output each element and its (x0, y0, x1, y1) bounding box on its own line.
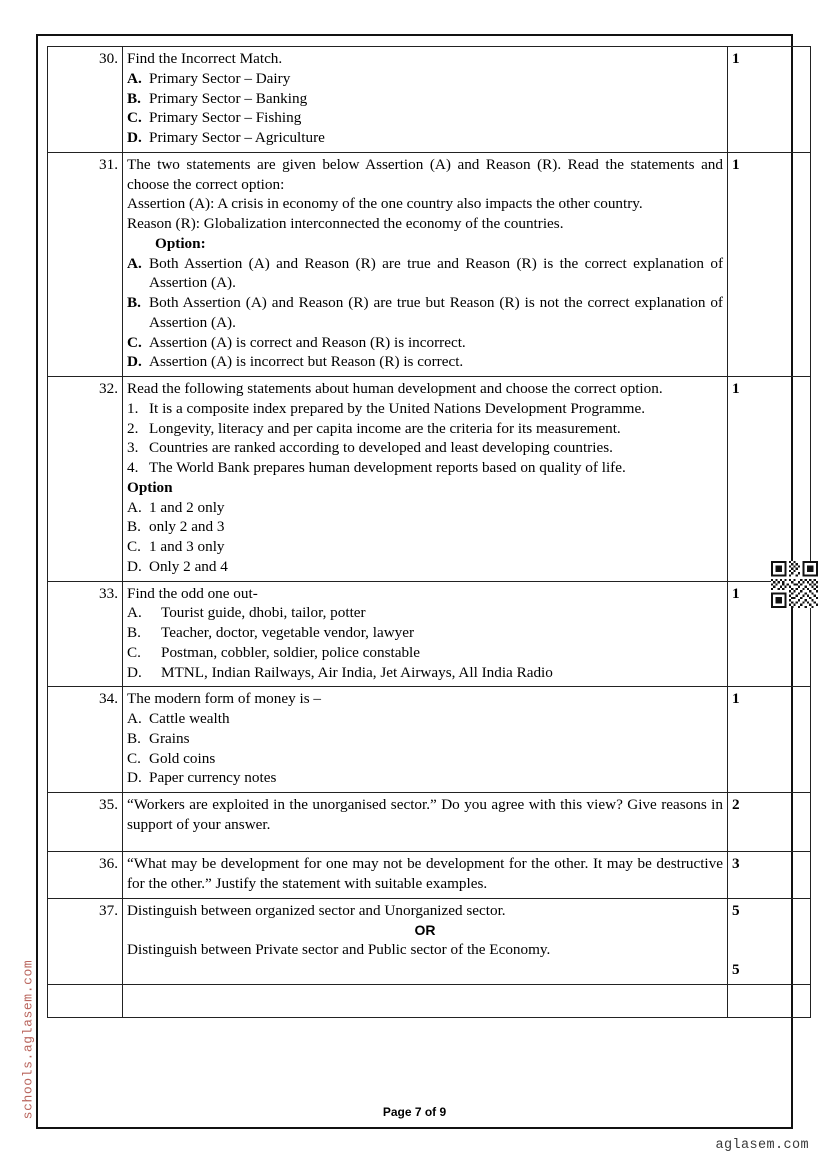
option-marker: C. (127, 333, 142, 351)
list-item (127, 108, 723, 128)
question-number: 33. (48, 581, 123, 687)
side-watermark: schools.aglasem.com (20, 959, 36, 1120)
question-stem: Distinguish between organized sector and Unorganized sector. (127, 901, 506, 919)
question-stem: Read the following statements about human development and choose the correct option. (127, 380, 663, 397)
or-separator: OR (414, 922, 436, 939)
table-row (48, 898, 811, 985)
option-list (127, 498, 723, 577)
option-marker: D. (127, 129, 142, 146)
table-row (48, 581, 811, 687)
list-item (127, 749, 723, 769)
option-text: Primary Sector – Dairy (149, 69, 291, 87)
option-list (127, 69, 723, 148)
option-marker: D. (127, 663, 142, 681)
option-marker: A. (127, 69, 142, 87)
option-marker: B. (127, 89, 141, 107)
option-marker: D. (127, 557, 142, 575)
marks-value (728, 898, 811, 985)
blank-cell (48, 985, 123, 1018)
reason-text: Reason (R): Globalization interconnected the economy of the countries. (127, 215, 564, 232)
option-label: Option (127, 478, 173, 496)
option-list (127, 603, 723, 682)
option-text: Postman, cobbler, soldier, police constable (161, 643, 421, 661)
question-body (123, 581, 728, 687)
option-text: Only 2 and 4 (149, 557, 228, 575)
list-item (127, 709, 723, 729)
blank-cell (123, 985, 728, 1018)
option-text: Cattle wealth (149, 710, 230, 727)
option-text: Tourist guide, dhobi, tailor, potter (161, 604, 366, 622)
list-item (127, 69, 723, 89)
option-text: Both Assertion (A) and Reason (R) are true but Reason (R) is not the correct explanation of Assertion (A). (149, 294, 723, 331)
table-row (48, 152, 811, 376)
option-marker: B. (127, 294, 141, 311)
list-item (127, 768, 723, 788)
statement-marker: 1. (127, 399, 139, 417)
statement-marker: 3. (127, 439, 139, 457)
question-stem: The two statements are given below Assertion (A) and Reason (R). Read the statements and choose the correct option: (127, 155, 723, 193)
option-marker: B. (127, 729, 141, 747)
question-stem: “What may be development for one may not be development for the other. It may be destructive for the other.” Justify the statement with suitable examples. (127, 855, 723, 892)
option-text: MTNL, Indian Railways, Air India, Jet Airways, All India Radio (161, 663, 553, 681)
option-list (127, 709, 723, 788)
question-stem: “Workers are exploited in the unorganised sector.” Do you agree with this view? Give reasons in support of your answer. (127, 796, 723, 833)
marks-primary: 5 (732, 901, 740, 919)
question-number: 35. (48, 793, 123, 852)
list-item (127, 333, 723, 353)
marks-value: 2 (728, 793, 811, 852)
question-number: 32. (48, 377, 123, 582)
option-text: Gold coins (149, 749, 216, 767)
marks-value: 1 (728, 687, 811, 793)
option-marker: C. (127, 538, 141, 555)
list-item (127, 438, 723, 458)
table-row-blank (48, 985, 811, 1018)
marks-value: 1 (728, 152, 811, 376)
option-text: Primary Sector – Fishing (149, 109, 302, 127)
question-number: 30. (48, 47, 123, 153)
option-text: Teacher, doctor, vegetable vendor, lawyer (161, 624, 415, 641)
question-body (123, 377, 728, 582)
list-item (127, 663, 723, 683)
corner-watermark: aglasem.com (715, 1138, 809, 1153)
question-number: 31. (48, 152, 123, 376)
list-item (127, 254, 723, 294)
list-item (127, 128, 723, 148)
list-item (127, 89, 723, 109)
list-item (127, 352, 723, 372)
option-text: Grains (149, 729, 190, 747)
option-text: Primary Sector – Banking (149, 89, 308, 107)
option-marker: D. (127, 353, 142, 371)
list-item (127, 458, 723, 478)
statement-text: Countries are ranked according to developed and least developing countries. (149, 439, 613, 457)
statement-marker: 4. (127, 459, 139, 476)
marks-value: 1 (728, 47, 811, 153)
list-item (127, 623, 723, 643)
statement-marker: 2. (127, 419, 139, 437)
option-marker: C. (127, 109, 142, 127)
list-item (127, 643, 723, 663)
question-stem: The modern form of money is – (127, 690, 322, 708)
option-marker: A. (127, 710, 142, 727)
option-list (127, 254, 723, 373)
option-marker: B. (127, 624, 141, 641)
list-item (127, 557, 723, 577)
table-row (48, 793, 811, 852)
marks-value: 3 (728, 852, 811, 899)
question-stem: Find the Incorrect Match. (127, 50, 283, 67)
option-text: 1 and 3 only (149, 538, 225, 555)
list-item (127, 498, 723, 518)
option-text: Both Assertion (A) and Reason (R) are true and Reason (R) is the correct explanation of Assertion (A). (149, 254, 723, 292)
list-item (127, 729, 723, 749)
option-text: Paper currency notes (149, 769, 277, 787)
question-body (123, 687, 728, 793)
question-body (123, 898, 728, 985)
option-text: Assertion (A) is incorrect but Reason (R) is correct. (149, 353, 464, 371)
page-footer: Page 7 of 9 (382, 1105, 447, 1119)
option-marker: C. (127, 643, 141, 661)
question-stem: Find the odd one out- (127, 584, 258, 602)
list-item (127, 399, 723, 419)
blank-cell (728, 985, 811, 1018)
question-body (123, 152, 728, 376)
list-item (127, 419, 723, 439)
question-body (123, 793, 728, 852)
option-label: Option: (155, 234, 206, 252)
statement-text: The World Bank prepares human development reports based on quality of life. (149, 459, 626, 476)
option-text: Primary Sector – Agriculture (149, 129, 325, 146)
question-number: 34. (48, 687, 123, 793)
table-row (48, 47, 811, 153)
list-item (127, 293, 723, 333)
statement-list (127, 399, 723, 478)
option-text: 1 and 2 only (149, 498, 225, 516)
option-marker: B. (127, 518, 141, 536)
option-marker: D. (127, 769, 142, 787)
table-row (48, 852, 811, 899)
option-text: Assertion (A) is correct and Reason (R) is incorrect. (149, 333, 466, 351)
option-marker: A. (127, 498, 142, 516)
table-row (48, 377, 811, 582)
option-marker: C. (127, 749, 141, 767)
question-table (47, 46, 811, 1018)
alternative-question: Distinguish between Private sector and Public sector of the Economy. (127, 941, 551, 959)
statement-text: Longevity, literacy and per capita income are the criteria for its measurement. (149, 419, 621, 437)
question-number: 36. (48, 852, 123, 899)
option-marker: A. (127, 604, 142, 622)
question-body (123, 852, 728, 899)
question-number: 37. (48, 898, 123, 985)
marks-value: 1 (728, 377, 811, 582)
qr-code (771, 561, 818, 608)
option-marker: A. (127, 254, 142, 272)
list-item (127, 537, 723, 557)
list-item (127, 517, 723, 537)
marks-value: 1 (728, 581, 811, 687)
table-row (48, 687, 811, 793)
assertion-text: Assertion (A): A crisis in economy of the one country also impacts the other country. (127, 195, 643, 213)
list-item (127, 603, 723, 623)
question-body (123, 47, 728, 153)
option-text: only 2 and 3 (149, 518, 225, 536)
statement-text: It is a composite index prepared by the United Nations Development Programme. (149, 399, 645, 417)
marks-alternative: 5 (732, 961, 740, 979)
